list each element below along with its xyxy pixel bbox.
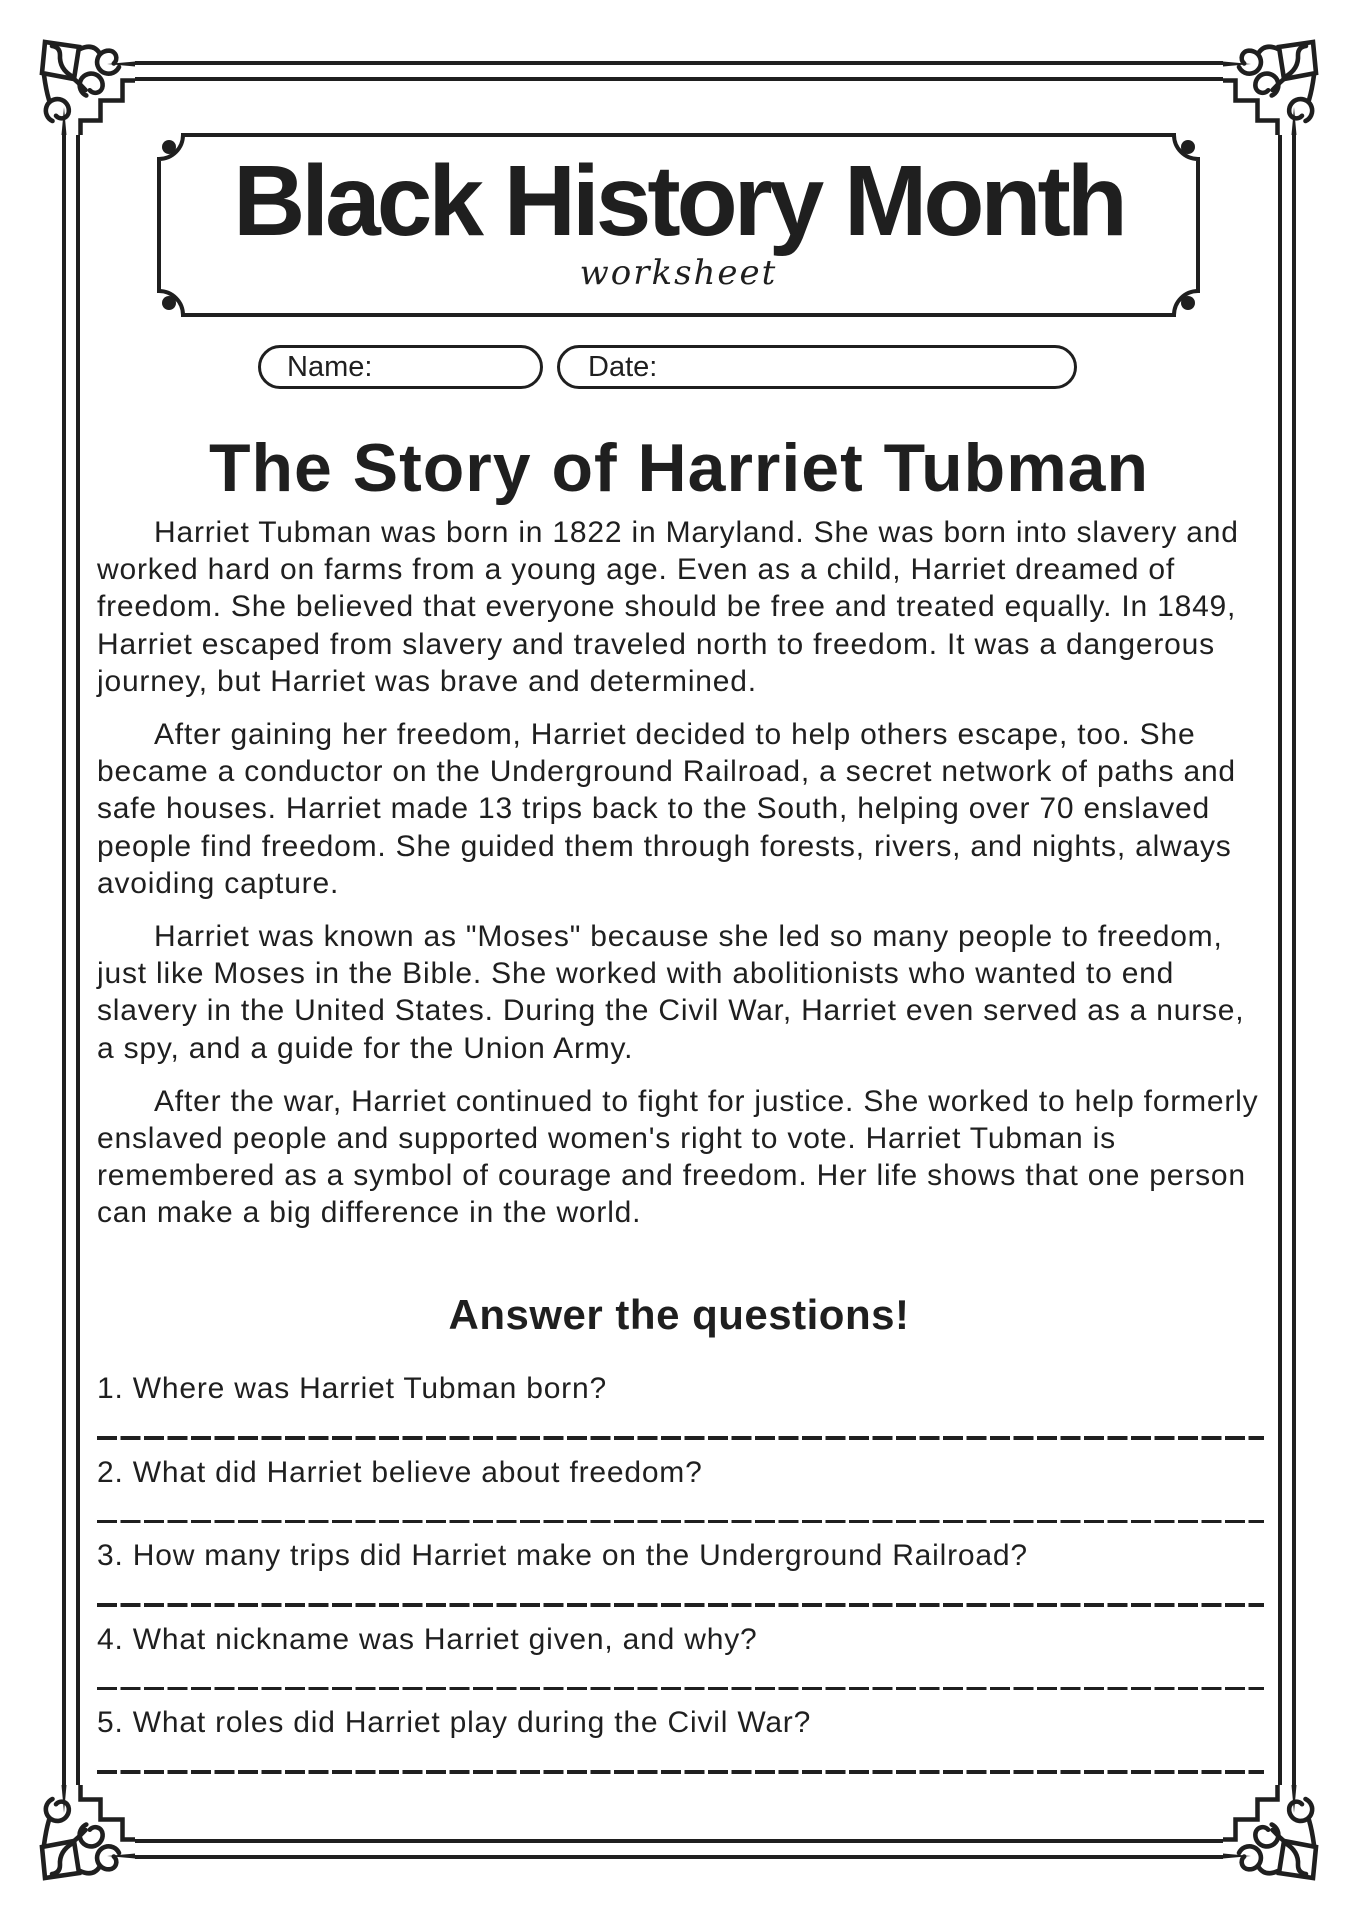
question-text-4: 4. What nickname was Harriet given, and why? [97,1622,758,1656]
date-label: Date: [588,350,658,383]
question-block [97,1623,1264,1691]
questions-list [97,1372,1264,1790]
answer-line-4[interactable] [97,1687,1264,1691]
question-text-2: 2. What did Harriet believe about freedom? [97,1455,703,1489]
title-banner [157,133,1200,317]
story-paragraph: After gaining her freedom, Harriet decided to help others escape, too. She became a conductor on the Underground Railroad, a secret network of paths and safe houses. Harriet made 13 trips back to the South, helping over 70 enslaved people find freedom. She guided them through forests, rivers, and nights, always avoiding capture. [97,718,1236,900]
question-text-3: 3. How many trips did Harriet make on the Underground Railroad? [97,1539,1028,1572]
question-block [97,1456,1264,1524]
answer-line-1[interactable] [97,1436,1264,1440]
story-paragraph: Harriet was known as "Moses" because she led so many people to freedom, just like Moses in the Bible. She worked with abolitionists who wanted to end slavery in the United States. During the Civil War, Harriet even served as a nurse, a spy, and a guide for the Union Army. [97,920,1245,1065]
question-text-1: 1. Where was Harriet Tubman born? [97,1372,607,1405]
corner-ornament-icon [1223,0,1358,135]
name-label: Name: [287,350,373,383]
banner-subtitle: worksheet [579,253,778,293]
name-field[interactable] [258,345,543,389]
date-field[interactable] [557,345,1077,389]
question-block [97,1372,1264,1440]
question-text-5: 5. What roles did Harriet play during the Civil War? [97,1706,812,1739]
banner-title: Black History Month [233,145,1124,257]
corner-ornament-icon [0,1785,135,1920]
question-block [97,1706,1264,1774]
answer-line-2[interactable] [97,1520,1264,1524]
corner-ornament-icon [0,0,135,135]
questions-heading: Answer the questions! [448,1291,910,1338]
question-block [97,1539,1264,1607]
story-paragraph: Harriet Tubman was born in 1822 in Maryland. She was born into slavery and worked hard on farms from a young age. Even as a child, Harriet dreamed of freedom. She believed that everyone should be free and treated equally. In 1849, Harriet escaped from slavery and traveled north to freedom. It was a dangerous journey, but Harriet was brave and determined. [97,516,1239,698]
answer-line-3[interactable] [97,1603,1264,1607]
story-body [97,514,1265,1248]
story-title: The Story of Harriet Tubman [208,430,1150,506]
corner-ornament-icon [1223,1785,1358,1920]
story-paragraph: After the war, Harriet continued to fight for justice. She worked to help formerly enslaved people and supported women's right to vote. Harriet Tubman is remembered as a symbol of courage and freedom. Her life shows that one person can make a big difference in the world. [97,1084,1259,1230]
answer-line-5[interactable] [97,1770,1264,1774]
